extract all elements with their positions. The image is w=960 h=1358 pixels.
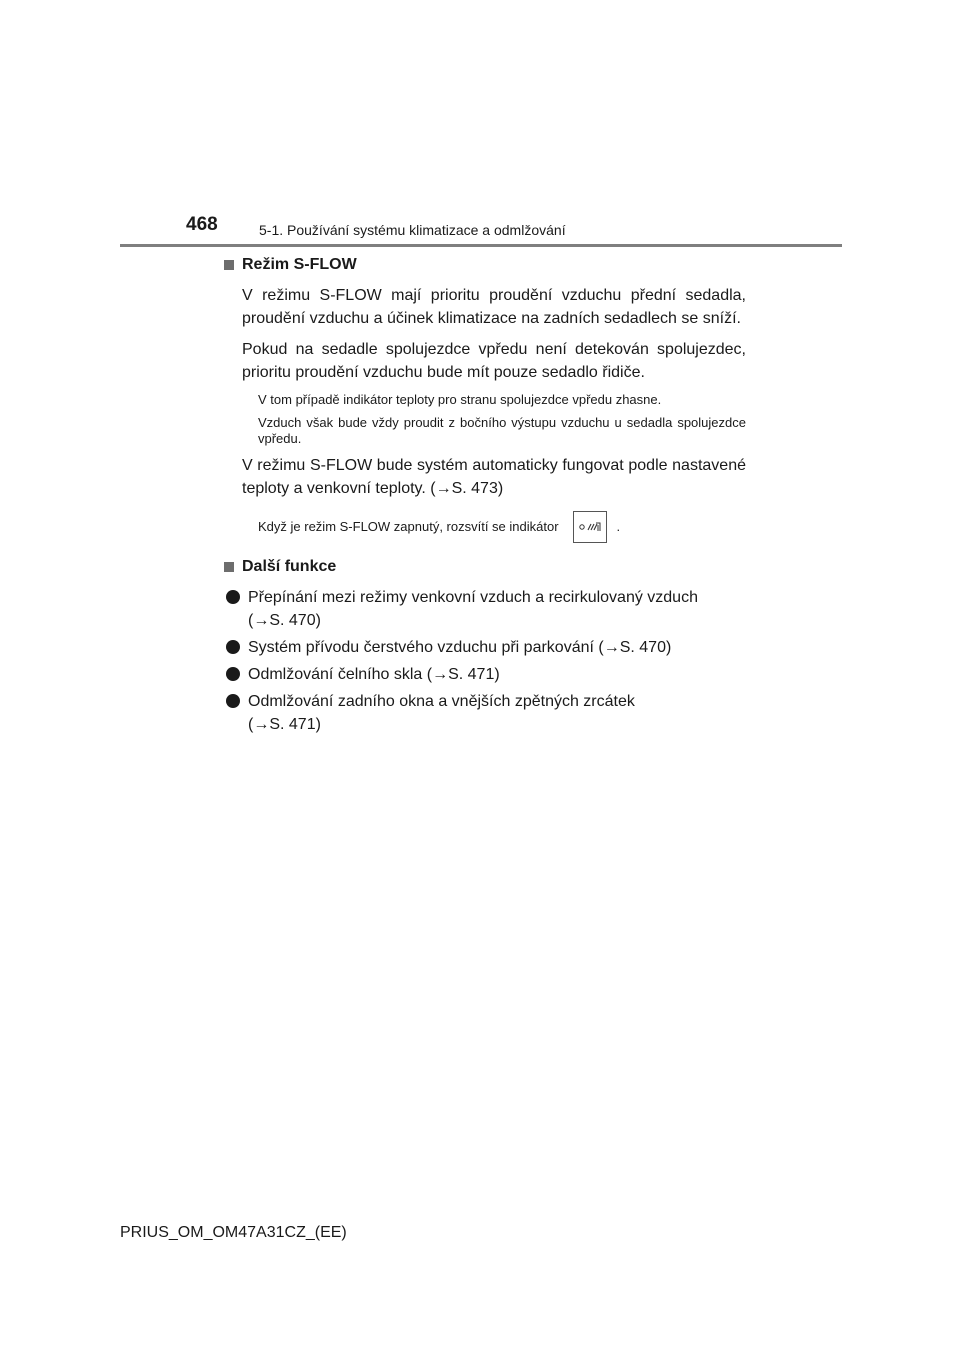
list-item-ref[interactable]: (→S. 471)	[248, 716, 321, 733]
round-bullet-icon	[226, 640, 240, 654]
round-bullet-icon	[226, 694, 240, 708]
list-item-text: Přepínání mezi režimy venkovní vzduch a recirkulovaný vzduch	[248, 589, 698, 606]
list-item-text: Systém přívodu čerstvého vzduchu při parkování (→S. 470)	[248, 639, 672, 656]
sflow-indicator-note	[258, 510, 746, 544]
indicator-note-end: .	[616, 519, 621, 534]
sflow-note-2: Vzduch však bude vždy proudit z bočního výstupu vzduchu u sedadla spolujezdce vpředu.	[258, 415, 746, 446]
list-item	[226, 636, 746, 659]
square-bullet-icon	[224, 260, 234, 270]
sflow-paragraph-3: V režimu S-FLOW bude systém automaticky fungovat podle nastavené teploty a venkovní teploty. (→S. 473)	[242, 457, 746, 497]
sflow-paragraph-2: Pokud na sedadle spolujezdce vpředu není detekován spolujezdec, prioritu proudění vzduchu bude mít pouze sedadlo řidiče.	[242, 341, 746, 381]
round-bullet-icon	[226, 590, 240, 604]
other-functions-heading-text: Další funkce	[242, 558, 337, 575]
page-number: 468	[186, 214, 218, 235]
s-flow-indicator-icon	[573, 511, 607, 543]
footer-document-code: PRIUS_OM_OM47A31CZ_(EE)	[120, 1224, 347, 1241]
sflow-heading-text: Režim S-FLOW	[242, 256, 357, 273]
sflow-heading	[224, 254, 746, 276]
indicator-note-text: Když je režim S-FLOW zapnutý, rozsvítí se indikátor	[258, 519, 559, 534]
list-item	[226, 690, 746, 736]
other-functions-heading	[224, 556, 746, 578]
page-header	[120, 214, 842, 246]
list-item	[226, 586, 746, 632]
list-item	[226, 663, 746, 686]
list-item-text: Odmlžování zadního okna a vnějších zpětných zrcátek	[248, 693, 635, 710]
page-content	[224, 254, 746, 740]
sflow-note-1: V tom případě indikátor teploty pro stranu spolujezdce vpředu zhasne.	[258, 392, 662, 407]
header-divider	[120, 244, 842, 247]
round-bullet-icon	[226, 667, 240, 681]
list-item-text: Odmlžování čelního skla (→S. 471)	[248, 666, 500, 683]
square-bullet-icon	[224, 562, 234, 572]
section-title: 5-1. Používání systému klimatizace a odmlžování	[259, 222, 566, 238]
sflow-paragraph-1: V režimu S-FLOW mají prioritu proudění vzduchu přední sedadla, proudění vzduchu a účinek klimatizace na zadních sedadlech se sníží.	[242, 287, 746, 327]
list-item-ref[interactable]: (→S. 470)	[248, 612, 321, 629]
